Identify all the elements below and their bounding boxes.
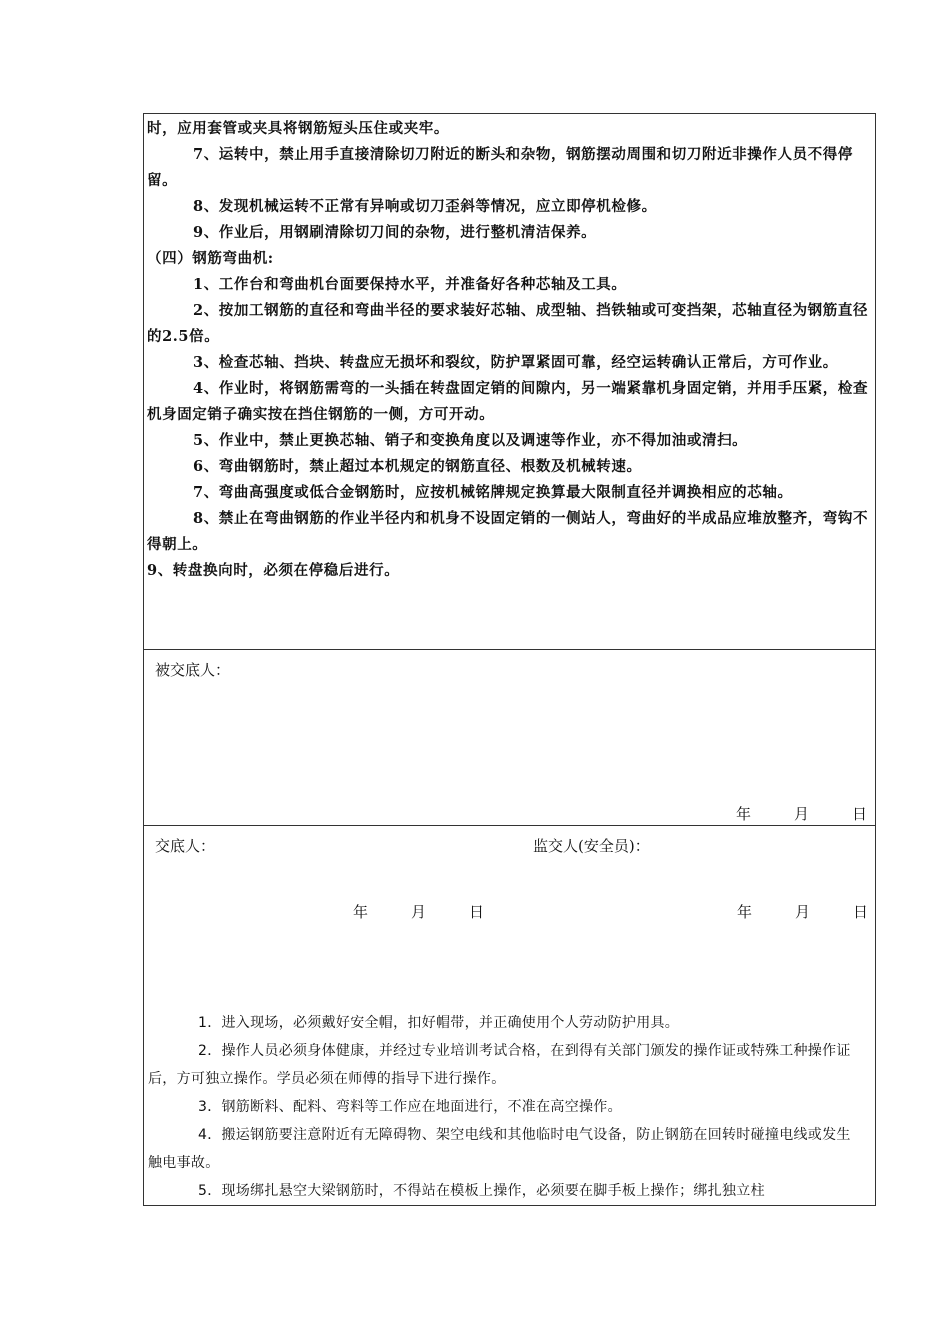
supervisor-label: 监交人(安全员)： [533, 837, 650, 855]
year-label: 年 [353, 903, 369, 921]
discloser-date [353, 901, 484, 922]
month-label: 月 [795, 903, 811, 921]
year-label: 年 [737, 903, 753, 921]
rule-line: 时，应用套管或夹具将钢筋短头压住或夹牢。 [147, 120, 449, 137]
general-rule-line: 1．进入现场，必须戴好安全帽，扣好帽带，并正确使用个人劳动防护用具。 [198, 1015, 680, 1031]
general-rule-line: 3．钢筋断料、配料、弯料等工作应在地面进行，不准在高空操作。 [198, 1099, 622, 1115]
day-label: 日 [853, 903, 869, 921]
receiver-date [736, 803, 867, 824]
signer-section [144, 825, 875, 1001]
rule-line: 8、禁止在弯曲钢筋的作业半径内和机身不设固定销的一侧站人，弯曲好的半成品应堆放整齐，弯钩不得朝上。 [147, 510, 869, 553]
rule-line: 6、弯曲钢筋时，禁止超过本机规定的钢筋直径、根数及机械转速。 [193, 458, 642, 475]
general-rule-line: 2．操作人员必须身体健康，并经过专业培训考试合格，在到得有关部门颁发的操作证或特殊工种操作证后，方可独立操作。学员必须在师傅的指导下进行操作。 [148, 1043, 851, 1087]
rule-line: 2、按加工钢筋的直径和弯曲半径的要求装好芯轴、成型轴、挡铁轴或可变挡架，芯轴直径为钢筋直径的2.5倍。 [147, 302, 869, 345]
receiver-label: 被交底人： [155, 661, 231, 679]
rule-line: 7、弯曲高强度或低合金钢筋时，应按机械铭牌规定换算最大限制直径并调换相应的芯轴。 [193, 484, 793, 501]
rule-heading: （四）钢筋弯曲机: [147, 250, 274, 267]
rule-line: 9、作业后，用钢刷清除切刀间的杂物，进行整机清洁保养。 [193, 224, 597, 241]
month-label: 月 [794, 805, 810, 823]
disclosure-table [143, 113, 876, 1206]
general-rule-line: 5．现场绑扎悬空大梁钢筋时，不得站在模板上操作，必须要在脚手板上操作；绑扎独立柱 [198, 1183, 765, 1199]
machine-rules-section [144, 116, 875, 584]
year-label: 年 [736, 805, 752, 823]
general-rule-line: 4．搬运钢筋要注意附近有无障碍物、架空电线和其他临时电气设备，防止钢筋在回转时碰撞电线或发生触电事故。 [148, 1127, 851, 1171]
rule-line: 5、作业中，禁止更换芯轴、销子和变换角度以及调速等作业，亦不得加油或清扫。 [193, 432, 748, 449]
general-rules-section [144, 1009, 875, 1205]
rule-line: 8、发现机械运转不正常有异响或切刀歪斜等情况，应立即停机检修。 [193, 198, 657, 215]
rule-line: 4、作业时，将钢筋需弯的一头插在转盘固定销的间隙内，另一端紧靠机身固定销，并用手压紧，检查机身固定销子确实按在挡住钢筋的一侧，方可开动。 [147, 380, 869, 423]
rule-line: 3、检查芯轴、挡块、转盘应无损坏和裂纹，防护罩紧固可靠，经空运转确认正常后，方可作业。 [193, 354, 838, 371]
day-label: 日 [469, 903, 485, 921]
month-label: 月 [411, 903, 427, 921]
discloser-label: 交底人： [155, 837, 216, 855]
day-label: 日 [852, 805, 868, 823]
supervisor-date [737, 901, 868, 922]
rule-line: 9、转盘换向时，必须在停稳后进行。 [147, 562, 400, 579]
rule-line: 1、工作台和弯曲机台面要保持水平，并准备好各种芯轴及工具。 [193, 276, 627, 293]
rule-line: 7、运转中，禁止用手直接清除切刀附近的断头和杂物，钢筋摆动周围和切刀附近非操作人员不得停留。 [147, 146, 853, 189]
receiver-section [144, 649, 875, 825]
